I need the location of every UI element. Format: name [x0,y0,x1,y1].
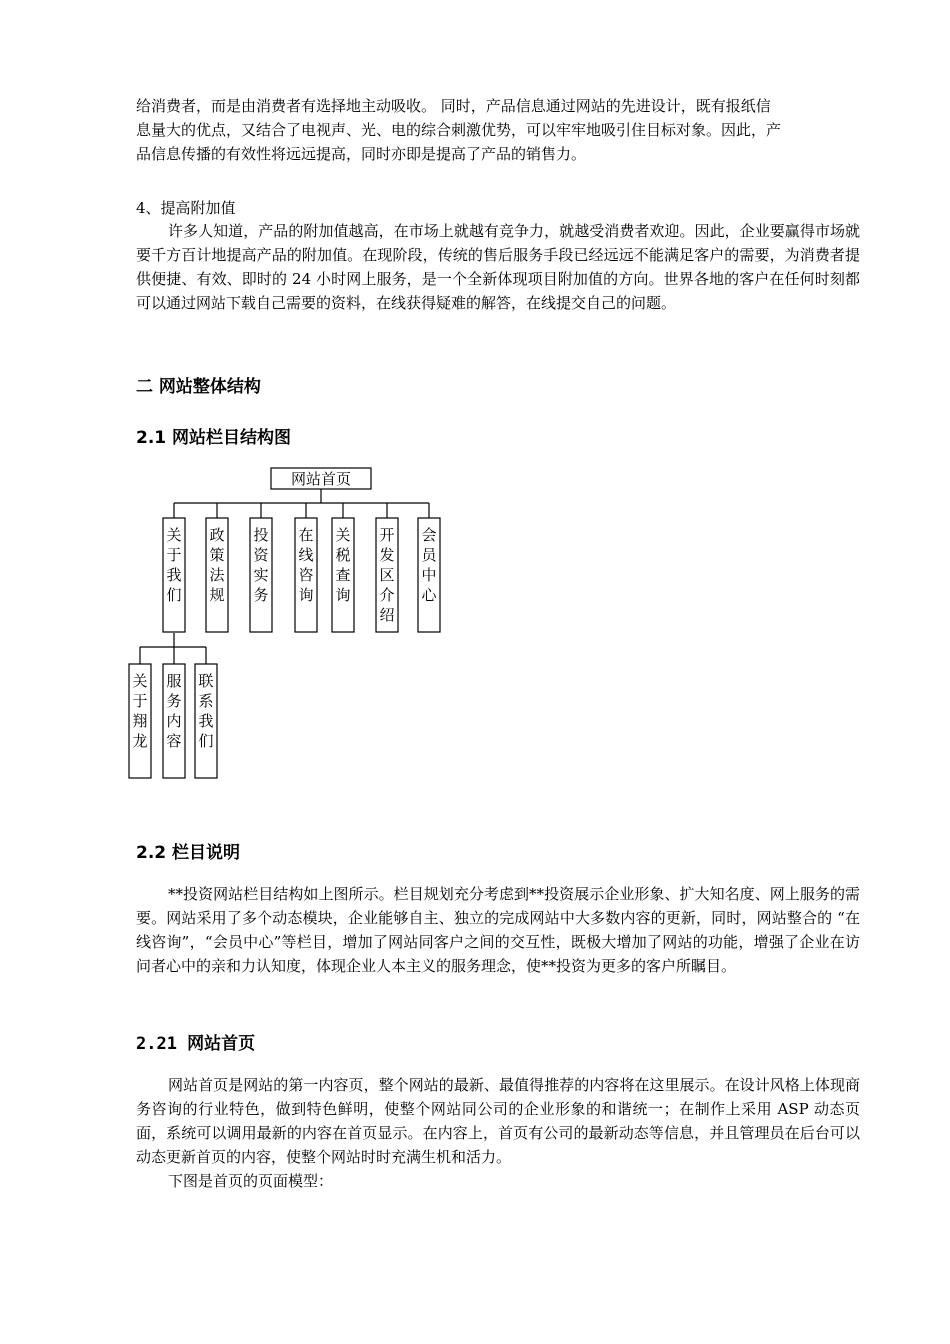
diagram-level1-label-char: 政 [209,526,225,544]
paragraph: 下图是首页的页面模型： [168,1172,334,1190]
diagram-level2-label-char: 翔 [132,712,148,730]
diagram-level1-node-6 [418,518,440,632]
diagram-level1-label-char: 员 [421,546,437,564]
diagram-level1-label-char: 查 [335,566,351,584]
diagram-level1-node-4 [332,518,354,632]
paragraph: 网站首页是网站的第一内容页，整个网站的最新、最值得推荐的内容将在这里展示。在设计风格上体现商务咨询的行业特色，做到特色鲜明，使整个网站同公司的企业形象的和谐统一；在制作上采用 ASP 动态页面，系统可以调用最新的内容在首页显示。在内容上，首页有公司的最新动态等信息，并且管理员在后台可以动态更新首页的内容，使整个网站时时充满生机和活力。 [136,1076,860,1166]
subsection-heading: 2.21 网站首页 [136,1034,256,1054]
diagram-level1-label-char: 规 [209,586,225,604]
diagram-level2-label-char: 联 [198,672,214,690]
diagram-root-label: 网站首页 [290,470,352,488]
diagram-level1-label-char: 中 [421,566,437,584]
diagram-level2-label-char: 们 [198,732,214,750]
diagram-level1-label-char: 法 [209,566,225,584]
paragraph: **投资网站栏目结构如上图所示。栏目规划充分考虑到**投资展示企业形象、扩大知名度、网上服务的需要。网站采用了多个动态模块，企业能够自主、独立的完成网站中大多数内容的更新，同时，网站整合的 “在线咨询”，“会员中心”等栏目，增加了网站同客户之间的交互性，既极大增加了网站的功能，增强了企业在访问者心中的亲和力认知度，体现企业人本主义的服务理念，使**投资为更多的客户所瞩目。 [136,885,860,975]
diagram-level1-label-char: 发 [379,546,395,564]
diagram-level1-label-char: 介 [379,586,395,604]
diagram-level1-label-char: 实 [253,566,269,584]
diagram-level1-label-char: 投 [253,526,269,544]
diagram-level1-label-char: 线 [298,546,314,564]
diagram-level2-label-char: 服 [166,672,182,690]
diagram-level2-label-char: 务 [166,692,182,710]
diagram-level1-label-char: 在 [298,526,314,544]
diagram-level2-label-char: 龙 [132,732,148,750]
diagram-level1-label-char: 税 [335,546,351,564]
diagram-level1-label-char: 务 [253,586,269,604]
subsection-heading: 2.2 栏目说明 [136,843,241,863]
diagram-level2-label-char: 我 [198,712,214,730]
diagram-level1-label-char: 关 [166,526,182,544]
diagram-level2-label-char: 于 [132,692,148,710]
diagram-level2-label-char: 容 [166,732,182,750]
diagram-level2-label-char: 关 [132,672,148,690]
diagram-level2-node-1 [163,664,185,778]
diagram-level1-label-char: 区 [379,566,395,584]
diagram-level1-label-char: 绍 [379,606,395,624]
diagram-level1-label-char: 我 [166,566,182,584]
diagram-level2-node-2 [195,664,217,778]
paragraph-line: 品信息传播的有效性将远远提高，同时亦即是提高了产品的销售力。 [136,145,587,163]
diagram-level1-label-char: 于 [166,546,182,564]
subsection-heading: 2.1 网站栏目结构图 [136,428,292,448]
diagram-level2-node-0 [129,664,151,778]
paragraph: 许多人知道，产品的附加值越高，在市场上就越有竞争力，就越受消费者欢迎。因此，企业要赢得市场就要千方百计地提高产品的附加值。在现阶段，传统的售后服务手段已经远远不能满足客户的需要，为消费者提供便捷、有效、即时的 24 小时网上服务，是一个全新体现项目附加值的方向。世界各地的客户在任何时刻都可以通过网站下载自己需要的资料，在线获得疑难的解答，在线提交自己的问题。 [136,222,860,312]
diagram-level1-node-3 [295,518,317,632]
diagram-level1-label-char: 会 [421,526,437,544]
diagram-level1-node-1 [206,518,228,632]
diagram-level1-node-2 [250,518,272,632]
diagram-level1-label-char: 资 [253,546,269,564]
paragraph-line: 给消费者，而是由消费者有选择地主动吸收。 同时，产品信息通过网站的先进设计，既有报纸信 [136,97,771,115]
diagram-level2-label-char: 系 [198,692,214,710]
paragraph-line: 息量大的优点，又结合了电视声、光、电的综合刺激优势，可以牢牢地吸引住目标对象。因此，产 [136,121,782,139]
diagram-level1-node-5 [376,518,398,632]
diagram-level2-label-char: 内 [166,712,182,730]
site-structure-diagram [120,460,437,790]
diagram-level1-label-char: 策 [209,546,225,564]
diagram-level1-label-char: 咨 [298,566,314,584]
list-item-title: 4、提高附加值 [136,199,236,217]
section-heading: 二 网站整体结构 [136,377,261,397]
diagram-level1-label-char: 询 [335,586,351,604]
diagram-level1-label-char: 关 [335,526,351,544]
diagram-level1-label-char: 心 [421,586,437,604]
diagram-level1-node-0 [163,518,185,632]
diagram-level1-label-char: 开 [379,526,395,544]
diagram-level1-label-char: 询 [298,586,314,604]
diagram-level1-label-char: 们 [166,586,182,604]
